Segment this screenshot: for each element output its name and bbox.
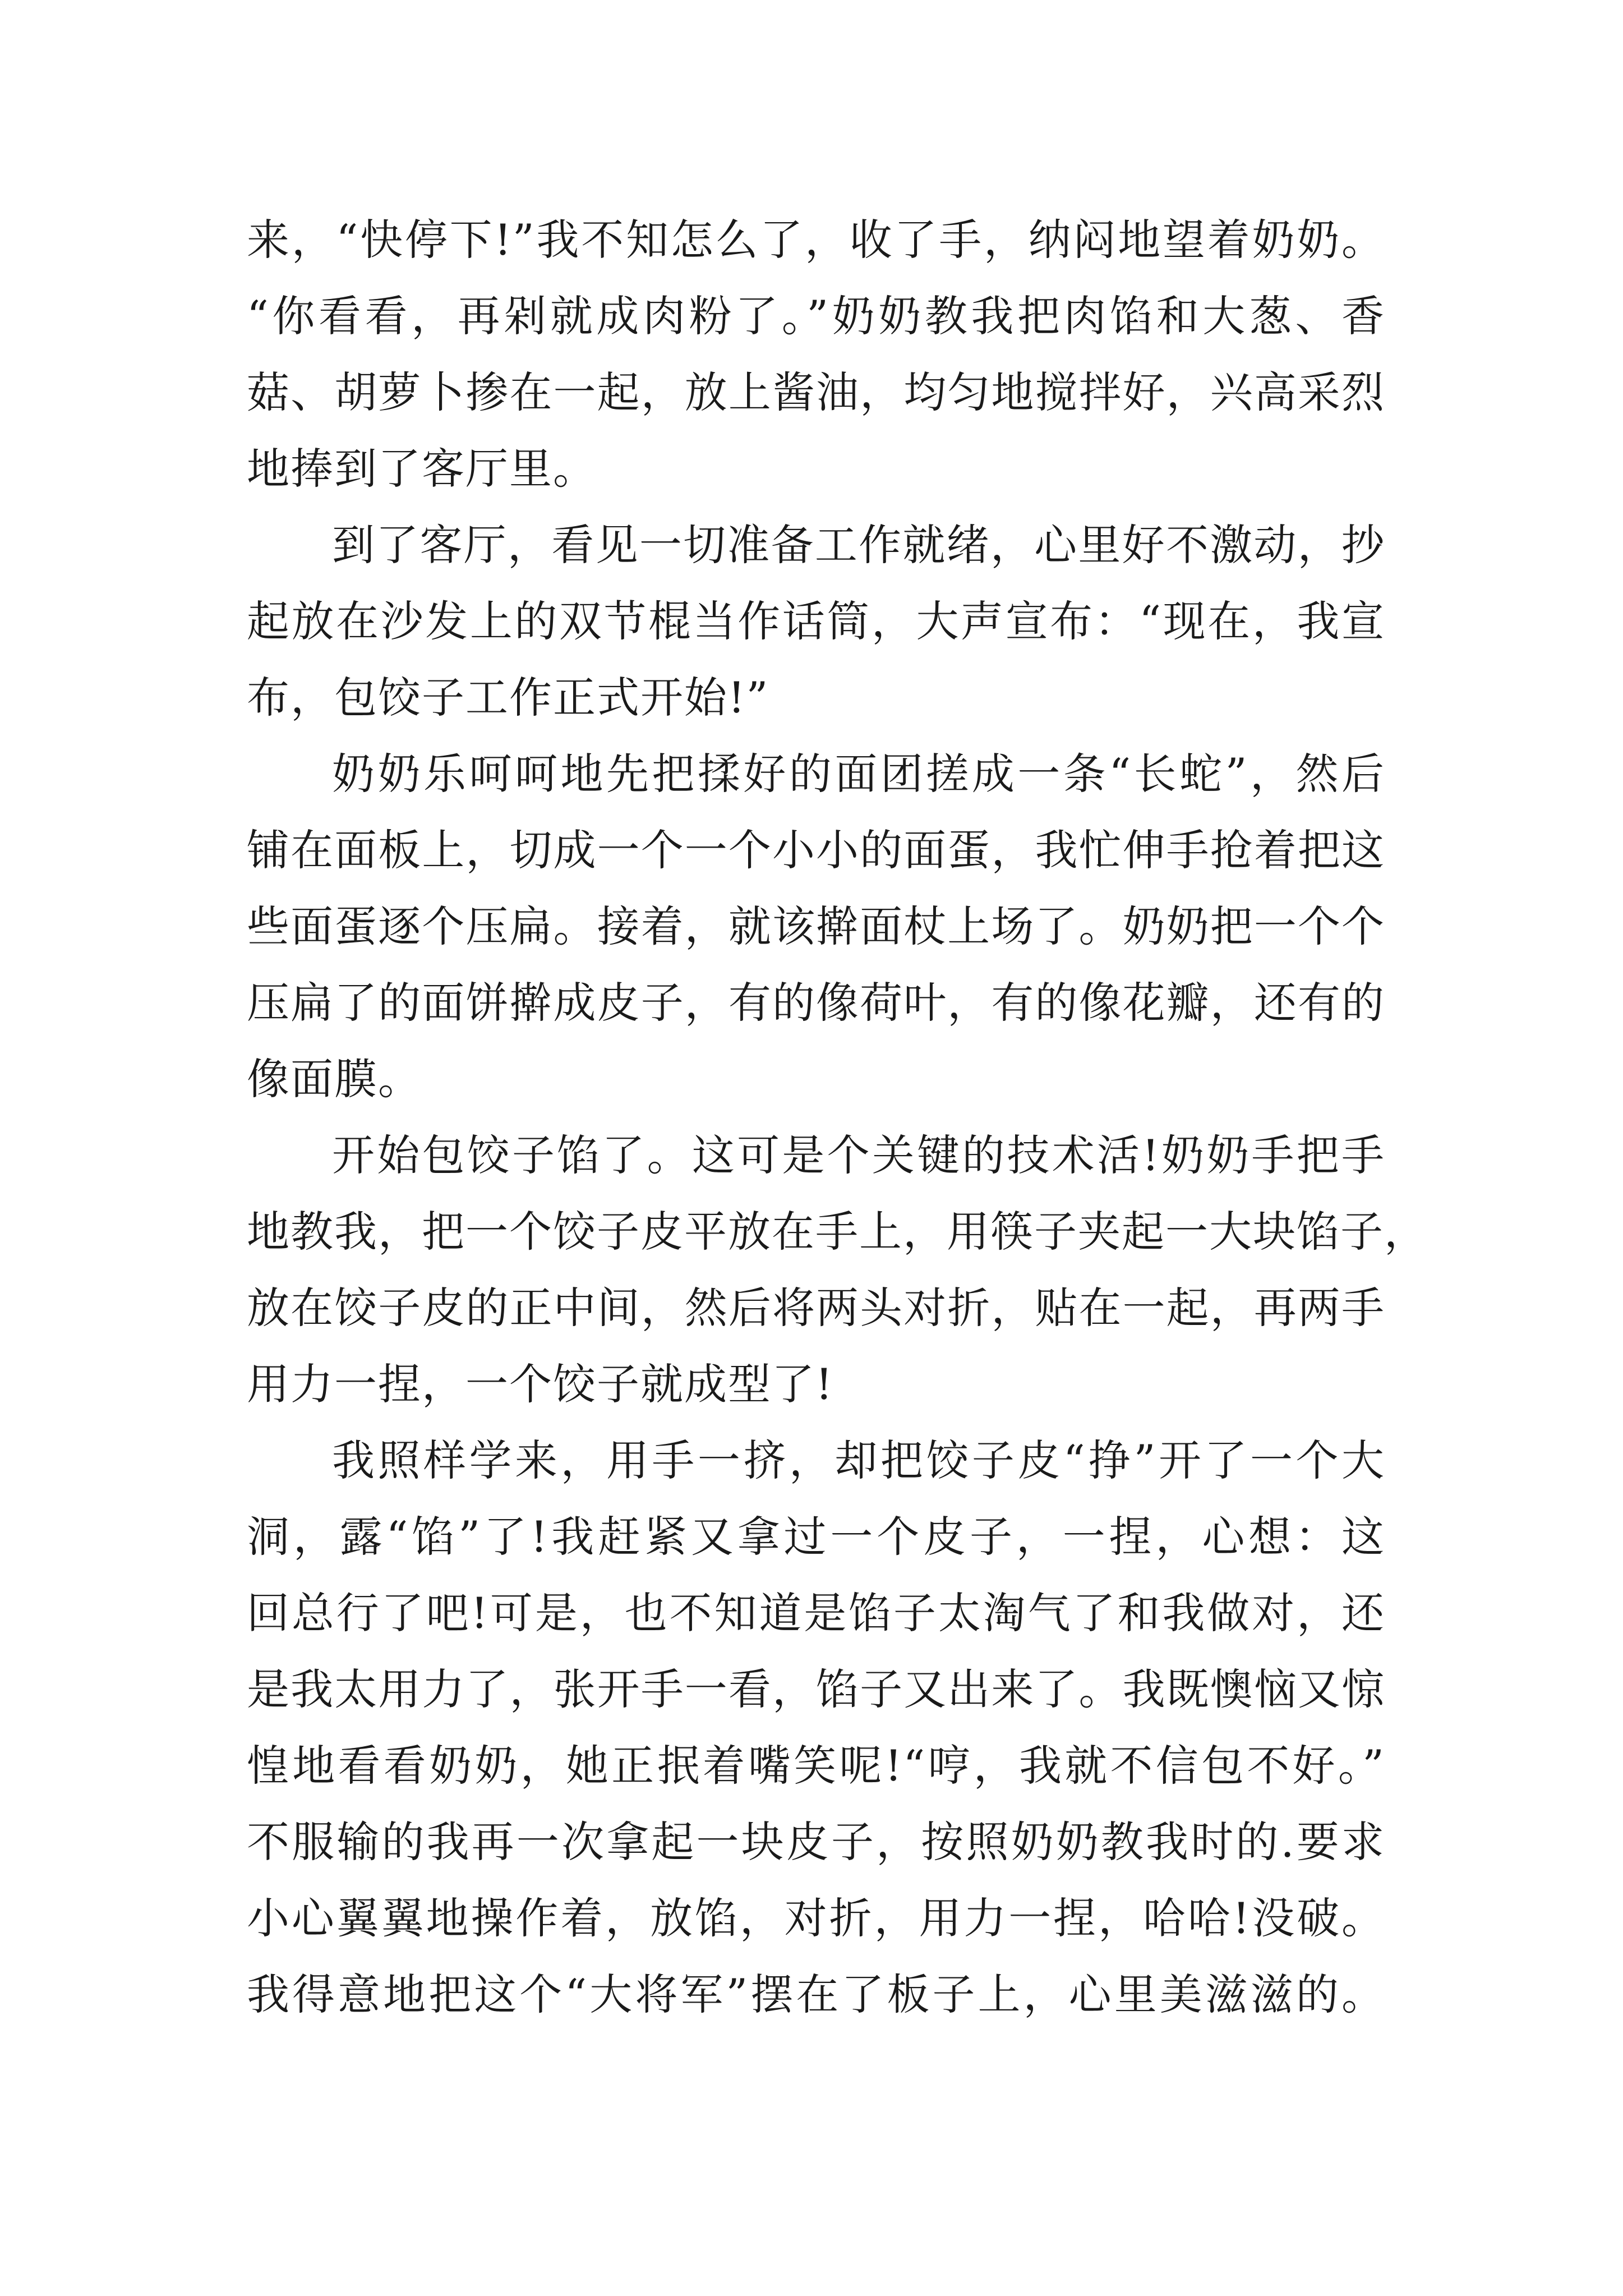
text-line: 开始包饺子馅了。这可是个关键的技术活!奶奶手把手 (332, 1130, 1385, 1180)
text-line: 压扁了的面饼擀成皮子，有的像荷叶，有的像花瓣，还有的 (247, 978, 1385, 1028)
text-line: 回总行了吧!可是，也不知道是馅子太淘气了和我做对，还 (247, 1588, 1385, 1638)
text-line: 铺在面板上，切成一个一个小小的面蛋，我忙伸手抢着把这 (247, 825, 1385, 875)
text-line: 地教我，把一个饺子皮平放在手上，用筷子夹起一大块馅子， (247, 1207, 1428, 1257)
text-line: 小心翼翼地操作着，放馅，对折，用力一捏，哈哈!没破。 (247, 1893, 1385, 1943)
text-line: 菇、胡萝卜掺在一起，放上酱油，均匀地搅拌好，兴高采烈 (247, 367, 1385, 417)
text-line: 是我太用力了，张开手一看，馅子又出来了。我既懊恼又惊 (247, 1664, 1385, 1714)
text-line: 奶奶乐呵呵地先把揉好的面团搓成一条“长蛇”，然后 (332, 749, 1385, 799)
text-line: 我照样学来，用手一挤，却把饺子皮“挣”开了一个大 (332, 1435, 1385, 1485)
text-line: 起放在沙发上的双节棍当作话筒，大声宣布：“现在，我宣 (247, 596, 1385, 646)
body-text (247, 202, 1428, 2033)
text-line: 地捧到了客厅里。 (247, 444, 597, 494)
text-line: 洞，露“馅”了!我赶紧又拿过一个皮子，一捏，心想：这 (247, 1512, 1385, 1562)
text-line: 来，“快停下!”我不知怎么了，收了手，纳闷地望着奶奶。 (247, 215, 1385, 265)
text-line: 像面膜。 (247, 1054, 422, 1104)
text-line: 些面蛋逐个压扁。接着，就该擀面杖上场了。奶奶把一个个 (247, 901, 1385, 951)
text-line: 用力一捏，一个饺子就成型了! (247, 1359, 834, 1409)
text-line: 布，包饺子工作正式开始!” (247, 673, 769, 723)
text-line: 惶地看看奶奶，她正抿着嘴笑呢!“哼，我就不信包不好。” (247, 1741, 1385, 1791)
text-line: 我得意地把这个“大将军”摆在了板子上，心里美滋滋的。 (247, 1970, 1385, 2019)
text-line: 到了客厅，看见一切准备工作就绪，心里好不激动，抄 (332, 520, 1385, 570)
text-line: 放在饺子皮的正中间，然后将两头对折，贴在一起，再两手 (247, 1283, 1385, 1333)
text-line: 不服输的我再一次拿起一块皮子，按照奶奶教我时的.要求 (247, 1817, 1385, 1867)
text-line: “你看看，再剁就成肉粉了。”奶奶教我把肉馅和大葱、香 (247, 291, 1385, 341)
